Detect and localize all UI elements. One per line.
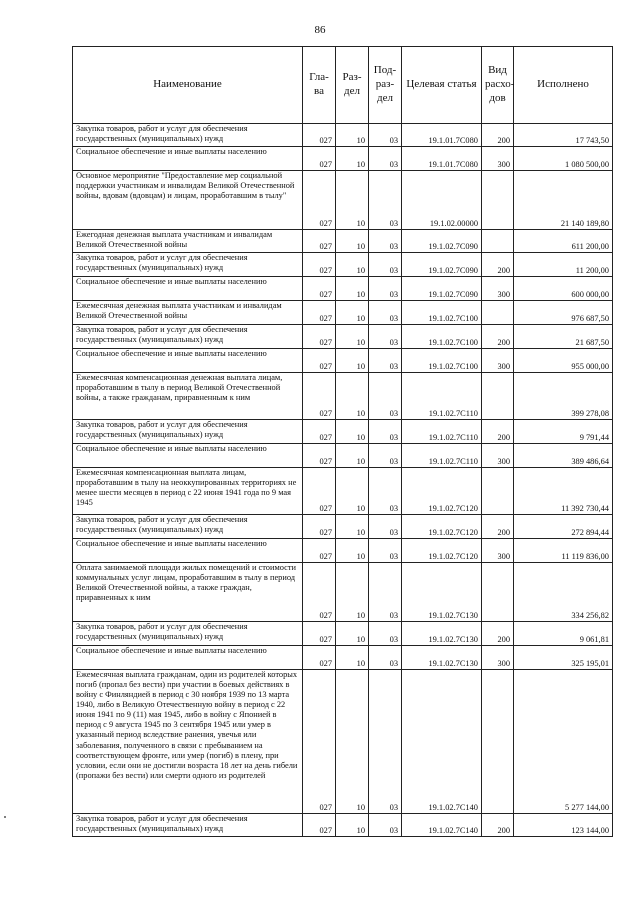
row-name: Закупка товаров, работ и услуг для обеспечения государственных (муниципальных) нужд — [73, 124, 303, 147]
row-target: 19.1.02.7С140 — [402, 814, 482, 837]
row-subsection: 03 — [369, 468, 402, 515]
row-name: Основное мероприятие "Предоставление мер социальной поддержки участникам и инвалидам Великой Отечественной войны, вдовам (вдовцам) и лицам, проработавшим в тылу" — [73, 171, 303, 230]
row-name: Закупка товаров, работ и услуг для обеспечения государственных (муниципальных) нужд — [73, 814, 303, 837]
row-executed: 399 278,08 — [514, 373, 613, 420]
row-expense-type: 200 — [482, 124, 514, 147]
table-row — [73, 349, 613, 373]
row-target: 19.1.02.7С120 — [402, 515, 482, 539]
row-executed: 9 061,81 — [514, 622, 613, 646]
row-target: 19.1.02.7С110 — [402, 373, 482, 420]
row-chapter: 027 — [303, 253, 336, 277]
row-chapter: 027 — [303, 515, 336, 539]
row-section: 10 — [336, 444, 369, 468]
row-target: 19.1.02.7С110 — [402, 420, 482, 444]
row-name: Социальное обеспечение и иные выплаты населению — [73, 349, 303, 373]
row-section: 10 — [336, 468, 369, 515]
row-expense-type — [482, 468, 514, 515]
table-row — [73, 124, 613, 147]
row-target: 19.1.02.7С090 — [402, 277, 482, 301]
header-target: Целевая статья — [402, 47, 482, 124]
row-name: Социальное обеспечение и иные выплаты населению — [73, 277, 303, 301]
scan-speck — [4, 816, 6, 818]
row-chapter: 027 — [303, 124, 336, 147]
row-name: Социальное обеспечение и иные выплаты населению — [73, 444, 303, 468]
expenditure-table — [72, 46, 613, 837]
row-name: Закупка товаров, работ и услуг для обеспечения государственных (муниципальных) нужд — [73, 515, 303, 539]
row-name: Закупка товаров, работ и услуг для обеспечения государственных (муниципальных) нужд — [73, 253, 303, 277]
table-row — [73, 622, 613, 646]
row-name: Социальное обеспечение и иные выплаты населению — [73, 539, 303, 563]
row-section: 10 — [336, 171, 369, 230]
row-executed: 123 144,00 — [514, 814, 613, 837]
row-expense-type: 300 — [482, 147, 514, 171]
row-expense-type — [482, 373, 514, 420]
row-target: 19.1.02.7С130 — [402, 622, 482, 646]
row-chapter: 027 — [303, 230, 336, 253]
row-name: Социальное обеспечение и иные выплаты населению — [73, 147, 303, 171]
row-subsection: 03 — [369, 230, 402, 253]
row-target: 19.1.01.7С080 — [402, 124, 482, 147]
row-section: 10 — [336, 563, 369, 622]
row-subsection: 03 — [369, 277, 402, 301]
row-executed: 11 200,00 — [514, 253, 613, 277]
row-subsection: 03 — [369, 325, 402, 349]
row-name: Социальное обеспечение и иные выплаты населению — [73, 646, 303, 670]
row-executed: 11 119 836,00 — [514, 539, 613, 563]
row-section: 10 — [336, 325, 369, 349]
row-chapter: 027 — [303, 325, 336, 349]
row-expense-type: 200 — [482, 515, 514, 539]
row-target: 19.1.02.7С130 — [402, 646, 482, 670]
table-row — [73, 420, 613, 444]
row-section: 10 — [336, 253, 369, 277]
row-executed: 272 894,44 — [514, 515, 613, 539]
table-row — [73, 515, 613, 539]
row-section: 10 — [336, 420, 369, 444]
table-row — [73, 277, 613, 301]
row-executed: 1 080 500,00 — [514, 147, 613, 171]
row-executed: 21 140 189,80 — [514, 171, 613, 230]
row-target: 19.1.02.00000 — [402, 171, 482, 230]
row-expense-type: 200 — [482, 622, 514, 646]
row-executed: 5 277 144,00 — [514, 670, 613, 814]
row-target: 19.1.02.7С100 — [402, 301, 482, 325]
row-chapter: 027 — [303, 444, 336, 468]
row-expense-type: 200 — [482, 253, 514, 277]
table-row — [73, 563, 613, 622]
row-expense-type — [482, 301, 514, 325]
row-subsection: 03 — [369, 670, 402, 814]
row-target: 19.1.02.7С120 — [402, 539, 482, 563]
row-target: 19.1.02.7С120 — [402, 468, 482, 515]
row-name: Ежемесячная выплата гражданам, один из родителей которых погиб (пропал без вести) при участии в боевых действиях в войну с Финляндией в период с 30 ноября 1939 по 13 марта 1940, либо в Великую Отечественную войну в период с 22 июня 1941 по 9 (11) мая 1945, либо в войну с Японией в период с 9 августа 1945 по 3 сентября 1945 или умер в указанный период вследствие ранения, увечья или заболевания, полученного в связи с пребыванием на соответствующем фронте, или умер (погиб) в плену, при условии, если они не достигли возраста 18 лет на день гибели (пропажи без вести) или смерти одного из родителей — [73, 670, 303, 814]
row-chapter: 027 — [303, 468, 336, 515]
row-chapter: 027 — [303, 563, 336, 622]
row-expense-type: 200 — [482, 814, 514, 837]
table-row — [73, 147, 613, 171]
row-subsection: 03 — [369, 171, 402, 230]
row-chapter: 027 — [303, 622, 336, 646]
row-subsection: 03 — [369, 622, 402, 646]
row-subsection: 03 — [369, 515, 402, 539]
row-section: 10 — [336, 539, 369, 563]
row-executed: 9 791,44 — [514, 420, 613, 444]
row-expense-type: 200 — [482, 325, 514, 349]
row-section: 10 — [336, 124, 369, 147]
row-chapter: 027 — [303, 814, 336, 837]
header-section: Раз-дел — [336, 47, 369, 124]
header-chapter: Гла-ва — [303, 47, 336, 124]
row-name: Оплата занимаемой площади жилых помещений и стоимости коммунальных услуг лицам, проработавшим в тылу в период Великой Отечественной войны, а также граждан, приравненных к ним — [73, 563, 303, 622]
table-header-row — [73, 47, 613, 124]
table-row — [73, 444, 613, 468]
row-executed: 21 687,50 — [514, 325, 613, 349]
row-expense-type: 300 — [482, 349, 514, 373]
header-name: Наименование — [73, 47, 303, 124]
row-target: 19.1.02.7С110 — [402, 444, 482, 468]
table-row — [73, 468, 613, 515]
row-name: Ежемесячная компенсационная выплата лицам, проработавшим в тылу на неоккупированных территориях не менее шести месяцев в период с 22 июня 1941 года по 9 мая 1945 — [73, 468, 303, 515]
row-name: Закупка товаров, работ и услуг для обеспечения государственных (муниципальных) нужд — [73, 622, 303, 646]
row-expense-type — [482, 230, 514, 253]
row-executed: 334 256,82 — [514, 563, 613, 622]
row-expense-type: 300 — [482, 539, 514, 563]
row-target: 19.1.02.7С090 — [402, 253, 482, 277]
row-chapter: 027 — [303, 373, 336, 420]
row-chapter: 027 — [303, 539, 336, 563]
row-expense-type: 300 — [482, 444, 514, 468]
page-number: 86 — [314, 24, 326, 36]
row-target: 19.1.01.7С080 — [402, 147, 482, 171]
row-section: 10 — [336, 277, 369, 301]
row-expense-type: 300 — [482, 277, 514, 301]
row-subsection: 03 — [369, 539, 402, 563]
row-target: 19.1.02.7С100 — [402, 349, 482, 373]
table-row — [73, 646, 613, 670]
row-subsection: 03 — [369, 301, 402, 325]
row-subsection: 03 — [369, 253, 402, 277]
table-row — [73, 325, 613, 349]
row-chapter: 027 — [303, 420, 336, 444]
row-section: 10 — [336, 670, 369, 814]
row-executed: 611 200,00 — [514, 230, 613, 253]
row-subsection: 03 — [369, 349, 402, 373]
row-executed: 389 486,64 — [514, 444, 613, 468]
row-subsection: 03 — [369, 563, 402, 622]
table-row — [73, 253, 613, 277]
table-row — [73, 670, 613, 814]
row-chapter: 027 — [303, 670, 336, 814]
row-chapter: 027 — [303, 349, 336, 373]
row-executed: 976 687,50 — [514, 301, 613, 325]
row-executed: 325 195,01 — [514, 646, 613, 670]
row-chapter: 027 — [303, 147, 336, 171]
row-executed: 955 000,00 — [514, 349, 613, 373]
row-expense-type: 300 — [482, 646, 514, 670]
row-target: 19.1.02.7С100 — [402, 325, 482, 349]
table-row — [73, 301, 613, 325]
row-name: Ежегодная денежная выплата участникам и инвалидам Великой Отечественной войны — [73, 230, 303, 253]
row-name: Закупка товаров, работ и услуг для обеспечения государственных (муниципальных) нужд — [73, 325, 303, 349]
row-executed: 11 392 730,44 — [514, 468, 613, 515]
table-row — [73, 373, 613, 420]
row-subsection: 03 — [369, 814, 402, 837]
row-expense-type: 200 — [482, 420, 514, 444]
row-expense-type — [482, 563, 514, 622]
row-section: 10 — [336, 373, 369, 420]
table-row — [73, 171, 613, 230]
row-name: Ежемесячная денежная выплата участникам и инвалидам Великой Отечественной войны — [73, 301, 303, 325]
row-target: 19.1.02.7С090 — [402, 230, 482, 253]
table-row — [73, 814, 613, 837]
row-section: 10 — [336, 301, 369, 325]
row-subsection: 03 — [369, 420, 402, 444]
row-chapter: 027 — [303, 301, 336, 325]
row-subsection: 03 — [369, 646, 402, 670]
table-row — [73, 230, 613, 253]
row-subsection: 03 — [369, 444, 402, 468]
row-executed: 600 000,00 — [514, 277, 613, 301]
row-subsection: 03 — [369, 124, 402, 147]
row-section: 10 — [336, 230, 369, 253]
row-section: 10 — [336, 349, 369, 373]
row-subsection: 03 — [369, 373, 402, 420]
row-name: Закупка товаров, работ и услуг для обеспечения государственных (муниципальных) нужд — [73, 420, 303, 444]
row-section: 10 — [336, 147, 369, 171]
header-expense-type: Вид расхо-дов — [482, 47, 514, 124]
row-target: 19.1.02.7С130 — [402, 563, 482, 622]
header-subsection: Под-раз-дел — [369, 47, 402, 124]
row-name: Ежемесячная компенсационная денежная выплата лицам, проработавшим в тылу в период Великой Отечественной войны, а также гражданам, приравненным к ним — [73, 373, 303, 420]
row-subsection: 03 — [369, 147, 402, 171]
row-section: 10 — [336, 622, 369, 646]
row-section: 10 — [336, 646, 369, 670]
row-expense-type — [482, 670, 514, 814]
row-chapter: 027 — [303, 646, 336, 670]
table-row — [73, 539, 613, 563]
row-target: 19.1.02.7С140 — [402, 670, 482, 814]
row-executed: 17 743,50 — [514, 124, 613, 147]
row-section: 10 — [336, 814, 369, 837]
header-executed: Исполнено — [514, 47, 613, 124]
row-expense-type — [482, 171, 514, 230]
row-section: 10 — [336, 515, 369, 539]
row-chapter: 027 — [303, 277, 336, 301]
row-chapter: 027 — [303, 171, 336, 230]
